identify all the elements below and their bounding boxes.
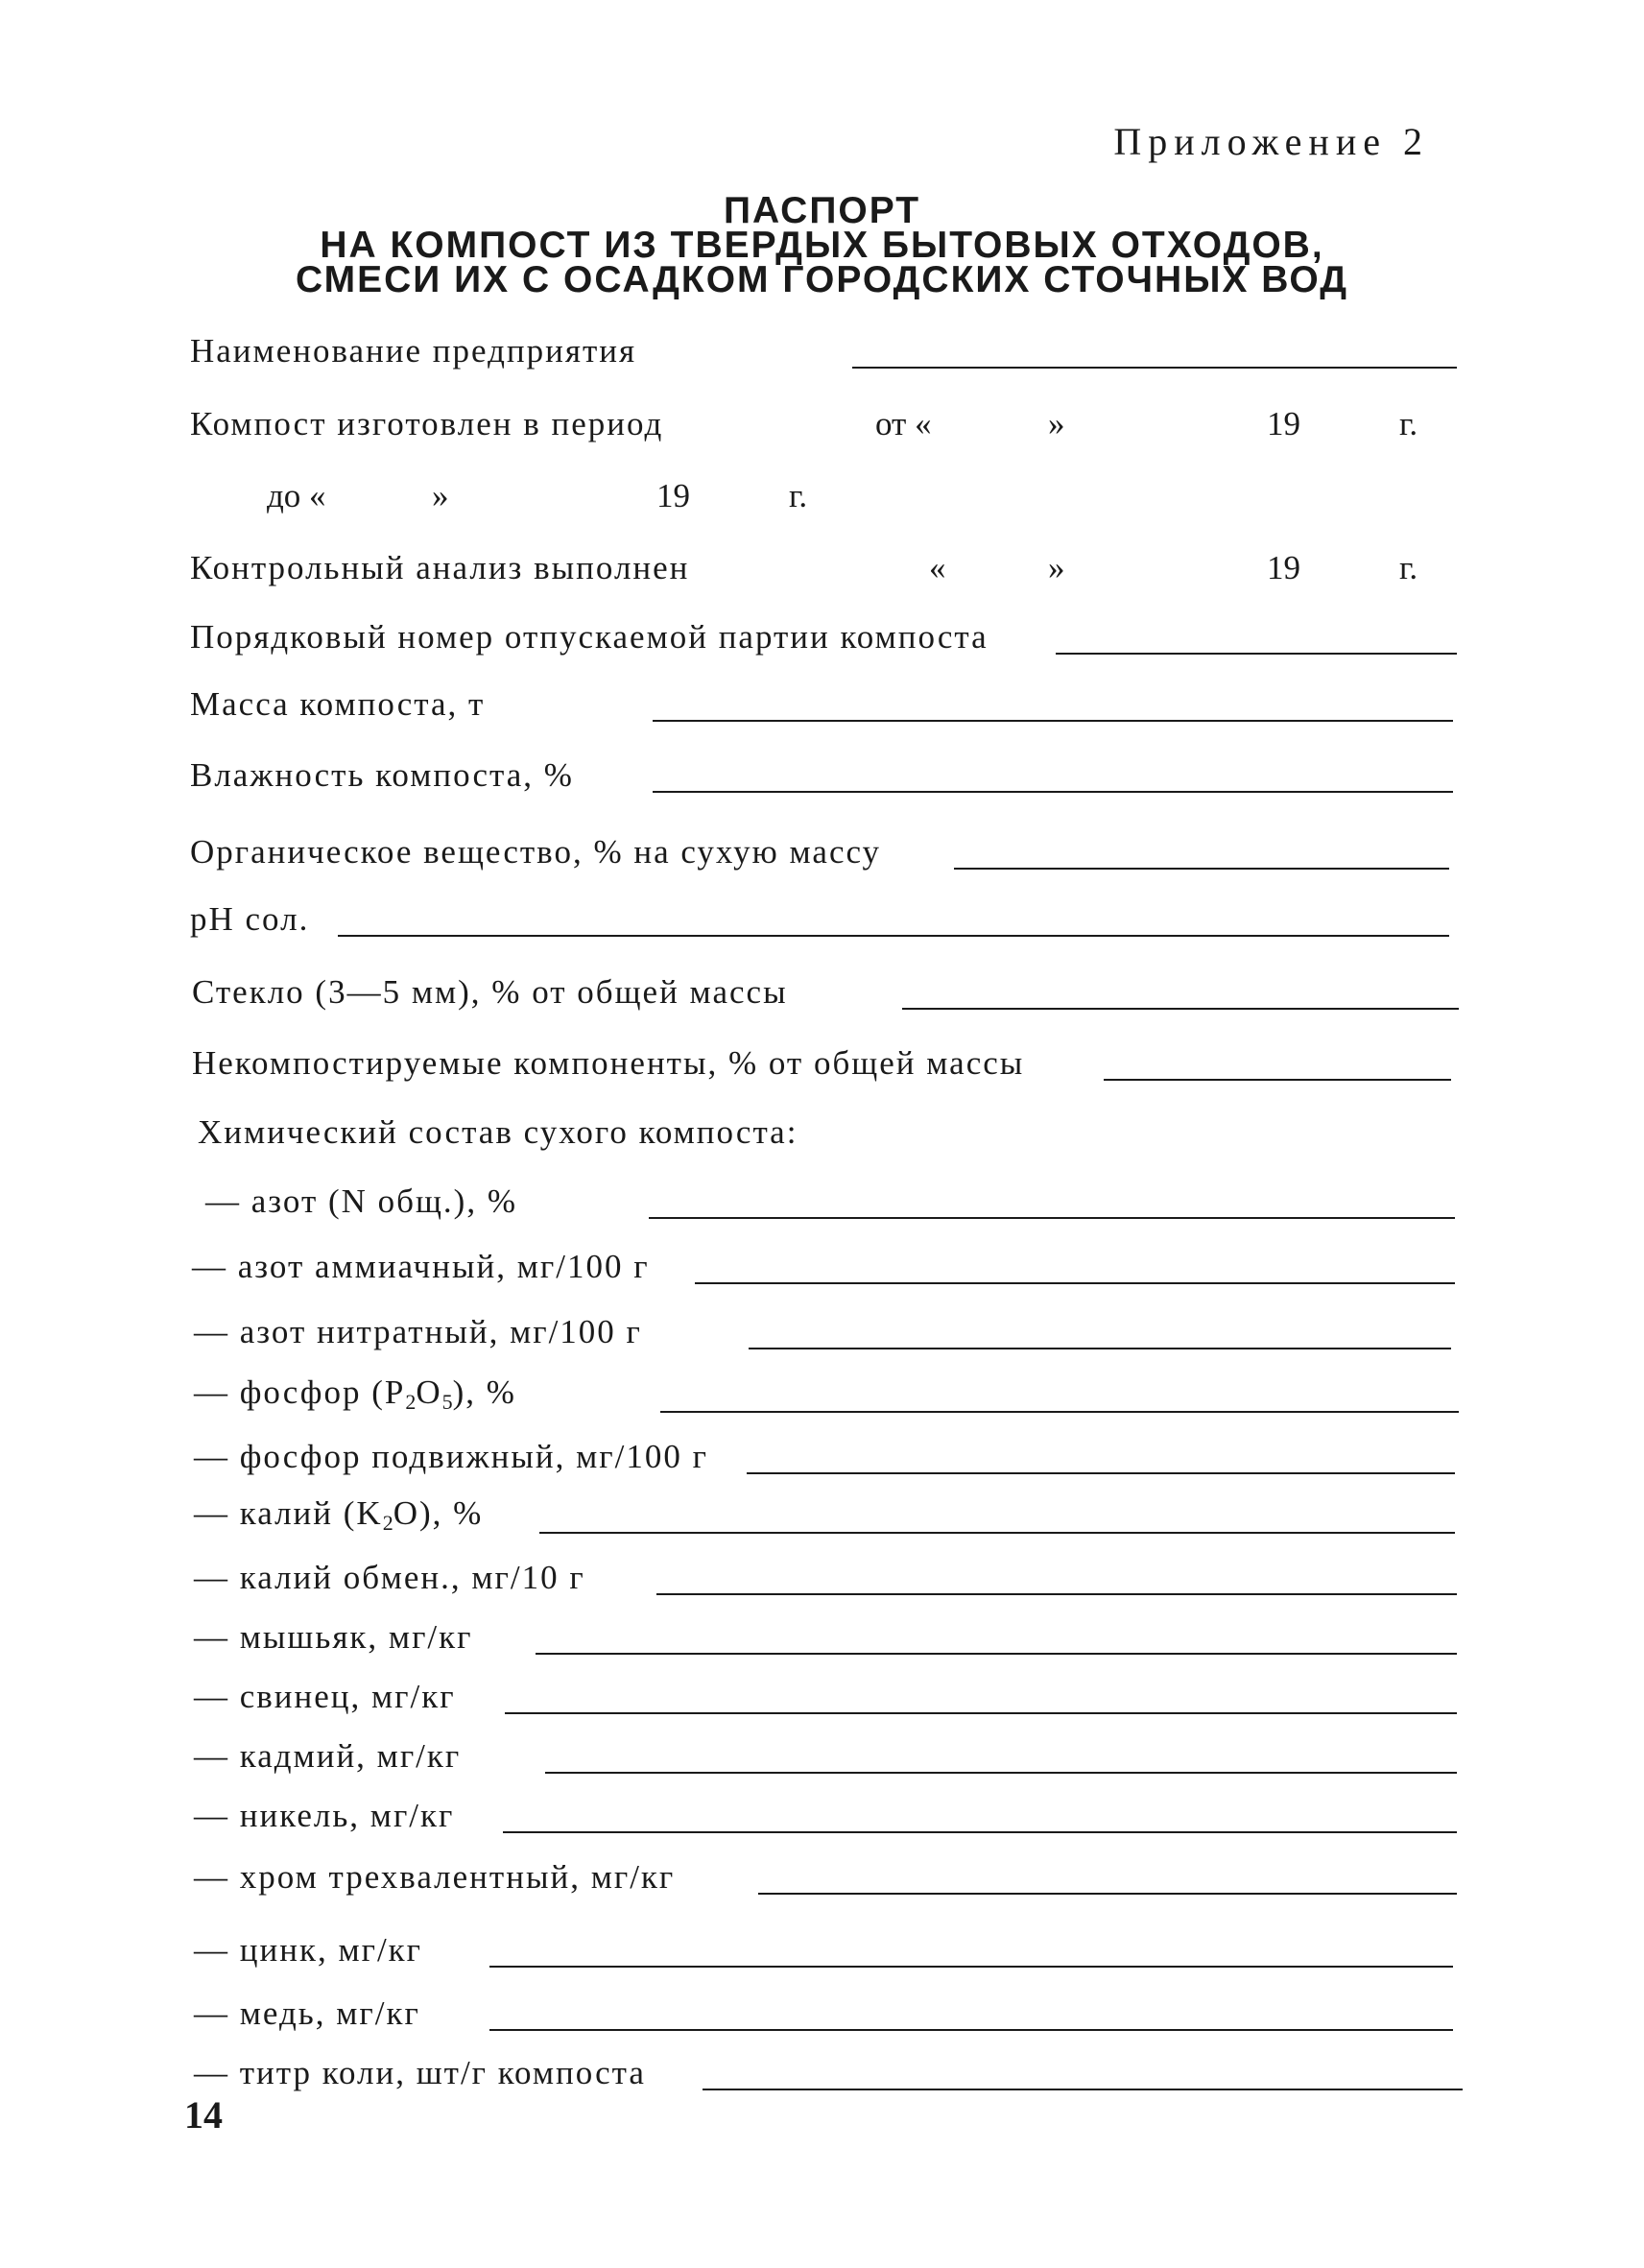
field-enterprise-line[interactable] [852,367,1457,369]
field-ph-line[interactable] [338,935,1449,937]
field-moisture-label: Влажность компоста, % [190,756,574,794]
chem-phosphorus-prefix: — фосфор (P [194,1373,406,1411]
chem-nickel [0,1787,1644,1845]
field-enterprise [0,322,1644,380]
chem-phosphorus-line[interactable] [660,1411,1459,1413]
chem-potassium-prefix: — калий (K [194,1494,383,1532]
chem-potassium-exch-line[interactable] [656,1593,1457,1595]
chem-phosphorus-mobile-line[interactable] [747,1472,1455,1474]
chem-copper-label: — медь, мг/кг [194,1994,420,2032]
page-number: 14 [184,2093,223,2137]
chem-nitrogen-label: — азот (N общ.), % [205,1182,517,1220]
field-noncompost [0,1035,1644,1092]
control-open: « [929,549,946,586]
chem-coli-label: — титр коли, шт/г компоста [194,2054,646,2091]
chem-arsenic-label: — мышьяк, мг/кг [194,1618,473,1656]
field-moisture-line[interactable] [653,791,1453,793]
chem-zinc [0,1922,1644,1979]
chem-arsenic [0,1609,1644,1666]
chem-coli-line[interactable] [703,2089,1463,2090]
chem-ammonium-label: — азот аммиачный, мг/100 г [192,1248,650,1285]
field-organic-label: Органическое вещество, % на сухую массу [190,833,882,871]
chem-nitrogen [0,1173,1644,1230]
chem-phosphorus-mobile [0,1428,1644,1486]
chem-chromium-label: — хром трехвалентный, мг/кг [194,1858,676,1896]
chem-ammonium-line[interactable] [695,1282,1455,1284]
field-control-label: Контрольный анализ выполнен [190,549,690,586]
field-moisture [0,747,1644,804]
period-from-year: 19 [1267,405,1300,442]
chem-phosphorus-mid: O [416,1373,442,1411]
chem-potassium [0,1488,1644,1545]
chem-lead-label: — свинец, мг/кг [194,1678,456,1715]
chem-potassium-exch-label: — калий обмен., мг/10 г [194,1559,585,1596]
chem-cadmium-line[interactable] [545,1772,1457,1774]
field-noncompost-label: Некомпостируемые компоненты, % от общей массы [192,1044,1025,1082]
chem-potassium-line[interactable] [539,1532,1455,1534]
chem-chromium-line[interactable] [758,1893,1457,1895]
field-noncompost-line[interactable] [1104,1079,1451,1081]
chem-phosphorus-label [194,1373,516,1415]
chem-zinc-line[interactable] [489,1966,1453,1968]
chem-phosphorus [0,1367,1644,1424]
field-mass [0,676,1644,733]
field-enterprise-label: Наименование предприятия [190,332,637,370]
chem-coli [0,2044,1644,2102]
chem-phosphorus-mobile-label: — фосфор подвижный, мг/100 г [194,1438,708,1475]
period-from-open: от « [875,405,932,442]
field-mass-label: Масса компоста, т [190,685,486,723]
field-mass-line[interactable] [653,720,1453,722]
appendix-label: Приложение 2 [1113,120,1429,163]
chem-nitrogen-line[interactable] [649,1217,1455,1219]
chem-copper [0,1985,1644,2042]
chem-nitrate [0,1303,1644,1361]
period-to-close: » [432,477,449,514]
chem-phosphorus-sub2: 2 [405,1390,417,1414]
field-organic-line[interactable] [954,868,1449,870]
chem-nickel-label: — никель, мг/кг [194,1797,455,1834]
control-close: » [1048,549,1065,586]
chem-cadmium-label: — кадмий, мг/кг [194,1737,462,1775]
chem-header: Химический состав сухого компоста: [198,1113,798,1151]
chem-copper-line[interactable] [489,2029,1453,2031]
period-to-open: до « [267,477,326,514]
chem-lead-line[interactable] [505,1712,1457,1714]
chem-potassium-exch [0,1549,1644,1607]
chem-ammonium [0,1238,1644,1296]
chem-cadmium [0,1728,1644,1785]
chem-arsenic-line[interactable] [536,1653,1457,1655]
period-to-year: 19 [656,477,690,514]
chem-potassium-label [194,1494,483,1536]
control-year: 19 [1267,549,1300,586]
field-organic [0,824,1644,881]
field-batch [0,609,1644,666]
field-control [0,539,1644,597]
field-ph [0,891,1644,948]
control-year-suffix: г. [1399,549,1418,586]
field-batch-line[interactable] [1056,653,1457,655]
chem-nitrate-line[interactable] [749,1348,1451,1349]
chem-nickel-line[interactable] [503,1831,1457,1833]
field-period [0,395,1644,453]
period-from-close: » [1048,405,1065,442]
chem-potassium-suffix: O), % [393,1494,484,1532]
chem-potassium-sub2: 2 [382,1511,393,1535]
chem-phosphorus-suffix: ), % [452,1373,516,1411]
chem-zinc-label: — цинк, мг/кг [194,1931,423,1969]
field-period-to [0,467,1644,525]
field-glass [0,964,1644,1021]
field-batch-label: Порядковый номер отпускаемой партии компоста [190,618,989,656]
chem-header-row [0,1104,1644,1161]
chem-lead [0,1668,1644,1726]
field-period-label: Компост изготовлен в период [190,405,664,442]
title-line-2: НА КОМПОСТ ИЗ ТВЕРДЫХ БЫТОВЫХ ОТХОДОВ, [320,225,1324,266]
title-line-1: ПАСПОРТ [723,190,921,231]
chem-phosphorus-sub5: 5 [441,1390,453,1414]
title-line-3: СМЕСИ ИХ С ОСАДКОМ ГОРОДСКИХ СТОЧНЫХ ВОД [295,259,1349,300]
period-from-year-suffix: г. [1399,405,1418,442]
field-ph-label: pH сол. [190,900,310,938]
field-glass-line[interactable] [902,1008,1459,1010]
chem-chromium [0,1849,1644,1906]
chem-nitrate-label: — азот нитратный, мг/100 г [194,1313,642,1350]
period-to-year-suffix: г. [789,477,808,514]
field-glass-label: Стекло (3—5 мм), % от общей массы [192,973,788,1011]
